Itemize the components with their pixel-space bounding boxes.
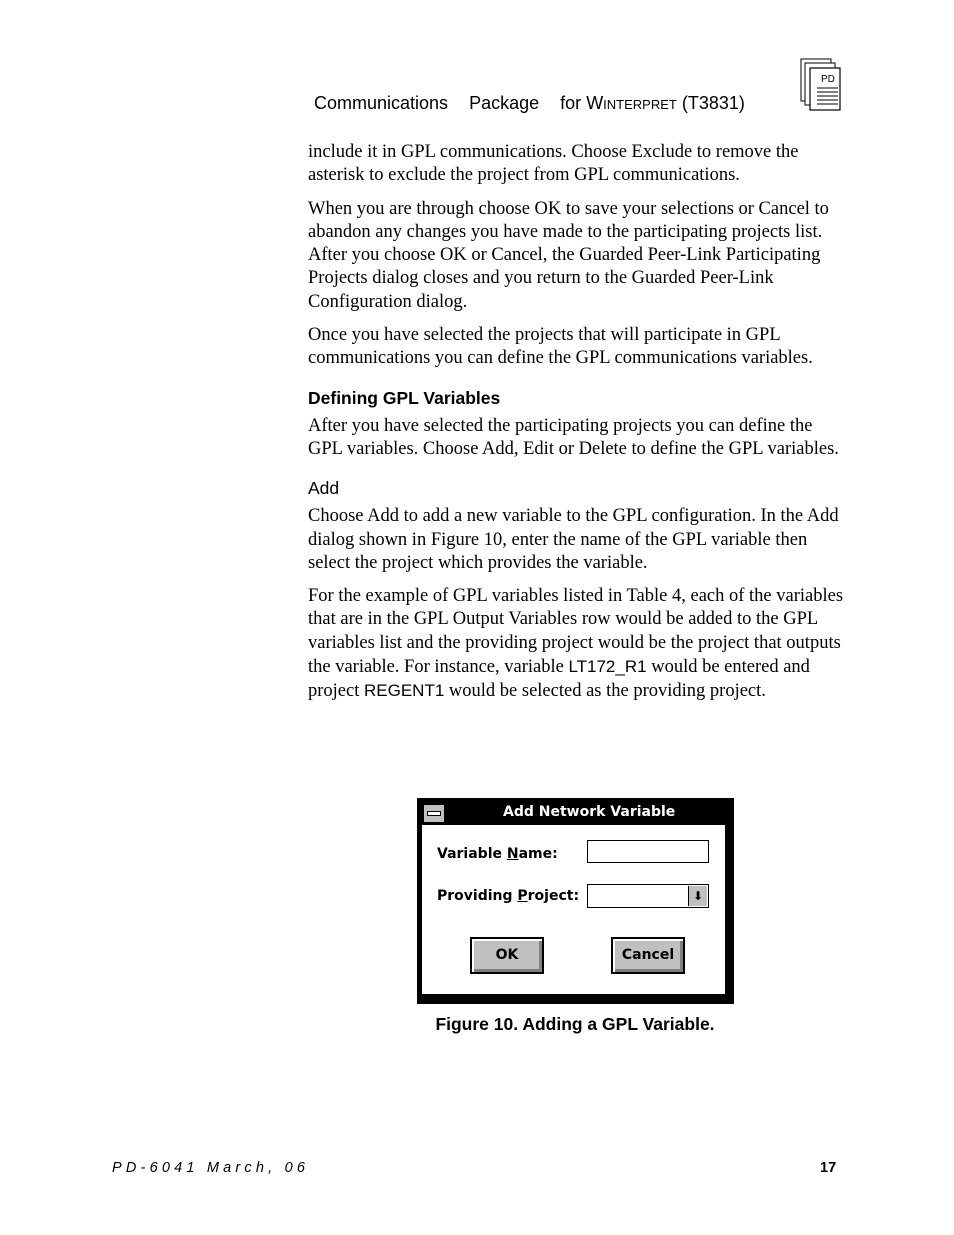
- ok-button[interactable]: OK: [470, 937, 544, 974]
- example-variable-name: LT172_R1: [568, 657, 647, 677]
- dialog-title-bar: [417, 798, 734, 825]
- figure-caption: Figure 10. Adding a GPL Variable.: [435, 1014, 715, 1034]
- pd-logo-icon: [800, 58, 842, 112]
- footer-doc-id: PD-6041 March, 06: [112, 1160, 310, 1176]
- dropdown-arrow-icon[interactable]: ⬇: [688, 886, 707, 906]
- paragraph-example: [308, 585, 848, 703]
- dialog-client-area: [422, 825, 725, 994]
- variable-name-input[interactable]: [587, 840, 709, 863]
- system-menu-icon[interactable]: [423, 804, 445, 823]
- variable-name-label: Variable Name:: [437, 846, 558, 862]
- paragraph-ok-cancel: When you are through choose OK to save your selections or Cancel to abandon any changes you have made to the participating projects list. After you choose OK or Cancel, the Guarded Peer-Link Participating Projects dialog closes and you return to the Guarded Peer-Link Configuration dialog.: [308, 198, 829, 312]
- header-model-number: (T3831): [681, 93, 745, 113]
- providing-project-dropdown[interactable]: [587, 884, 709, 908]
- cancel-button[interactable]: Cancel: [611, 937, 685, 974]
- paragraph-after-selected: After you have selected the participating projects you can define the GPL variables. Choose Add, Edit or Delete to define the GPL variables.: [308, 415, 839, 459]
- add-network-variable-dialog: [417, 798, 734, 1004]
- providing-project-label: Providing Project:: [437, 888, 580, 904]
- heading-defining-gpl-variables: Defining GPL Variables: [308, 387, 501, 408]
- example-text-c: would be selected as the providing project.: [444, 681, 766, 702]
- running-header: [314, 93, 745, 114]
- paragraph-include-exclude: include it in GPL communications. Choose Exclude to remove the asterisk to exclude the project from GPL communications.: [308, 142, 799, 186]
- example-text-b: would be entered and project: [308, 657, 810, 702]
- paragraph-once-selected: Once you have selected the projects that will participate in GPL communications you can define the GPL communications variables.: [308, 325, 813, 369]
- pd-logo-text: PD: [821, 74, 835, 85]
- header-word-for: for: [560, 93, 582, 113]
- footer-page-number: 17: [820, 1160, 837, 1176]
- body-text: [308, 141, 848, 714]
- example-project-name: REGENT1: [364, 681, 445, 701]
- dialog-title: Add Network Variable: [503, 804, 676, 820]
- header-word-communications: Communications: [314, 93, 449, 113]
- heading-add: Add: [308, 478, 340, 499]
- header-word-package: Package: [469, 93, 540, 113]
- paragraph-choose-add: Choose Add to add a new variable to the GPL configuration. In the Add dialog shown in Figure 10, enter the name of the GPL variable then select the project which provides the variable.: [308, 506, 839, 573]
- example-text-a: For the example of GPL variables listed in Table 4, each of the variables that are in the GPL Output Variables row would be added to the GPL variables list and the providing project would be the project that outputs the variable. For instance, variable: [308, 586, 844, 678]
- header-product-name: Winterpret: [586, 93, 677, 113]
